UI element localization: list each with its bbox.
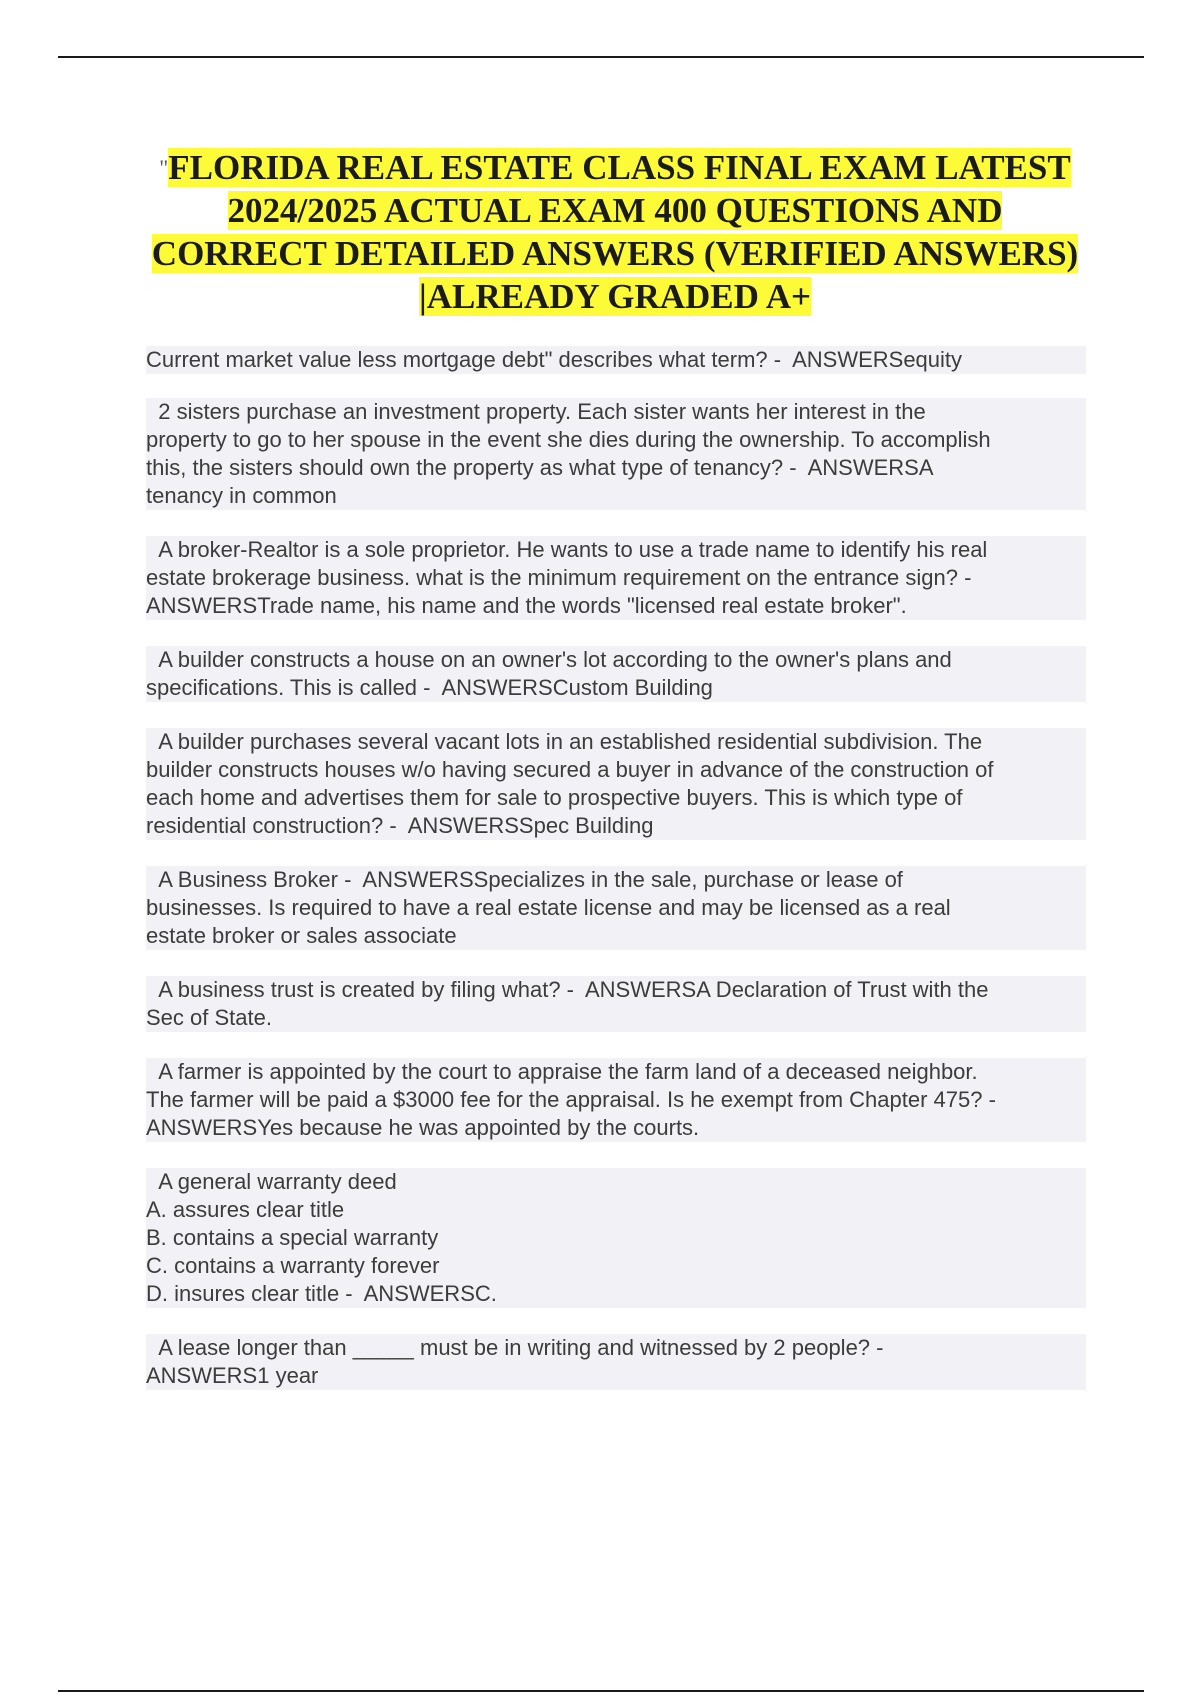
title-highlighted-text: FLORIDA REAL ESTATE CLASS FINAL EXAM LATEST 2024/2025 ACTUAL EXAM 400 QUESTIONS AND CORRECT DETAILED ANSWERS (VERIFIED ANSWERS) |ALREADY GRADED A+	[151, 148, 1079, 316]
qa-item	[146, 646, 1086, 702]
qa-line: A Business Broker - ANSWERSSpecializes in the sale, purchase or lease of	[146, 866, 1086, 894]
qa-line: residential construction? - ANSWERSSpec Building	[146, 812, 1086, 840]
qa-line: estate brokerage business. what is the minimum requirement on the entrance sign? -	[146, 564, 1086, 592]
qa-list	[146, 346, 1086, 1416]
qa-line: A farmer is appointed by the court to appraise the farm land of a deceased neighbor.	[146, 1058, 1086, 1086]
qa-line: specifications. This is called - ANSWERSCustom Building	[146, 674, 1086, 702]
qa-line: D. insures clear title - ANSWERSC.	[146, 1280, 1086, 1308]
qa-line: A business trust is created by filing what? - ANSWERSA Declaration of Trust with the	[146, 976, 1086, 1004]
qa-line: A builder constructs a house on an owner's lot according to the owner's plans and	[146, 646, 1086, 674]
qa-line: each home and advertises them for sale to prospective buyers. This is which type of	[146, 784, 1086, 812]
qa-line: A lease longer than _____ must be in writing and witnessed by 2 people? -	[146, 1334, 1086, 1362]
qa-line: B. contains a special warranty	[146, 1224, 1086, 1252]
qa-line: businesses. Is required to have a real estate license and may be licensed as a real	[146, 894, 1086, 922]
qa-line: ANSWERSTrade name, his name and the words "licensed real estate broker".	[146, 592, 1086, 620]
qa-line: estate broker or sales associate	[146, 922, 1086, 950]
header-rule	[58, 56, 1144, 58]
qa-item	[146, 1168, 1086, 1308]
qa-line: this, the sisters should own the property as what type of tenancy? - ANSWERSA	[146, 454, 1086, 482]
qa-line: ANSWERSYes because he was appointed by the courts.	[146, 1114, 1086, 1142]
qa-line: Sec of State.	[146, 1004, 1086, 1032]
qa-line: A builder purchases several vacant lots in an established residential subdivision. The	[146, 728, 1086, 756]
qa-item	[146, 1334, 1086, 1390]
qa-item	[146, 866, 1086, 950]
qa-item	[146, 976, 1086, 1032]
qa-line: A general warranty deed	[146, 1168, 1086, 1196]
qa-line: Current market value less mortgage debt" describes what term? - ANSWERSequity	[146, 346, 1086, 374]
qa-item	[146, 398, 1086, 510]
qa-line: A broker-Realtor is a sole proprietor. He wants to use a trade name to identify his real	[146, 536, 1086, 564]
title-quote-mark: "	[159, 155, 169, 180]
document-title	[150, 146, 1080, 318]
qa-line: tenancy in common	[146, 482, 1086, 510]
qa-item	[146, 1058, 1086, 1142]
qa-line: property to go to her spouse in the event she dies during the ownership. To accomplish	[146, 426, 1086, 454]
qa-item	[146, 728, 1086, 840]
qa-item	[146, 346, 1086, 374]
qa-line: builder constructs houses w/o having secured a buyer in advance of the construction of	[146, 756, 1086, 784]
qa-line: ANSWERS1 year	[146, 1362, 1086, 1390]
qa-line: The farmer will be paid a $3000 fee for the appraisal. Is he exempt from Chapter 475? -	[146, 1086, 1086, 1114]
qa-line: A. assures clear title	[146, 1196, 1086, 1224]
qa-item	[146, 536, 1086, 620]
qa-line: 2 sisters purchase an investment property. Each sister wants her interest in the	[146, 398, 1086, 426]
footer-rule	[58, 1690, 1144, 1692]
qa-line: C. contains a warranty forever	[146, 1252, 1086, 1280]
